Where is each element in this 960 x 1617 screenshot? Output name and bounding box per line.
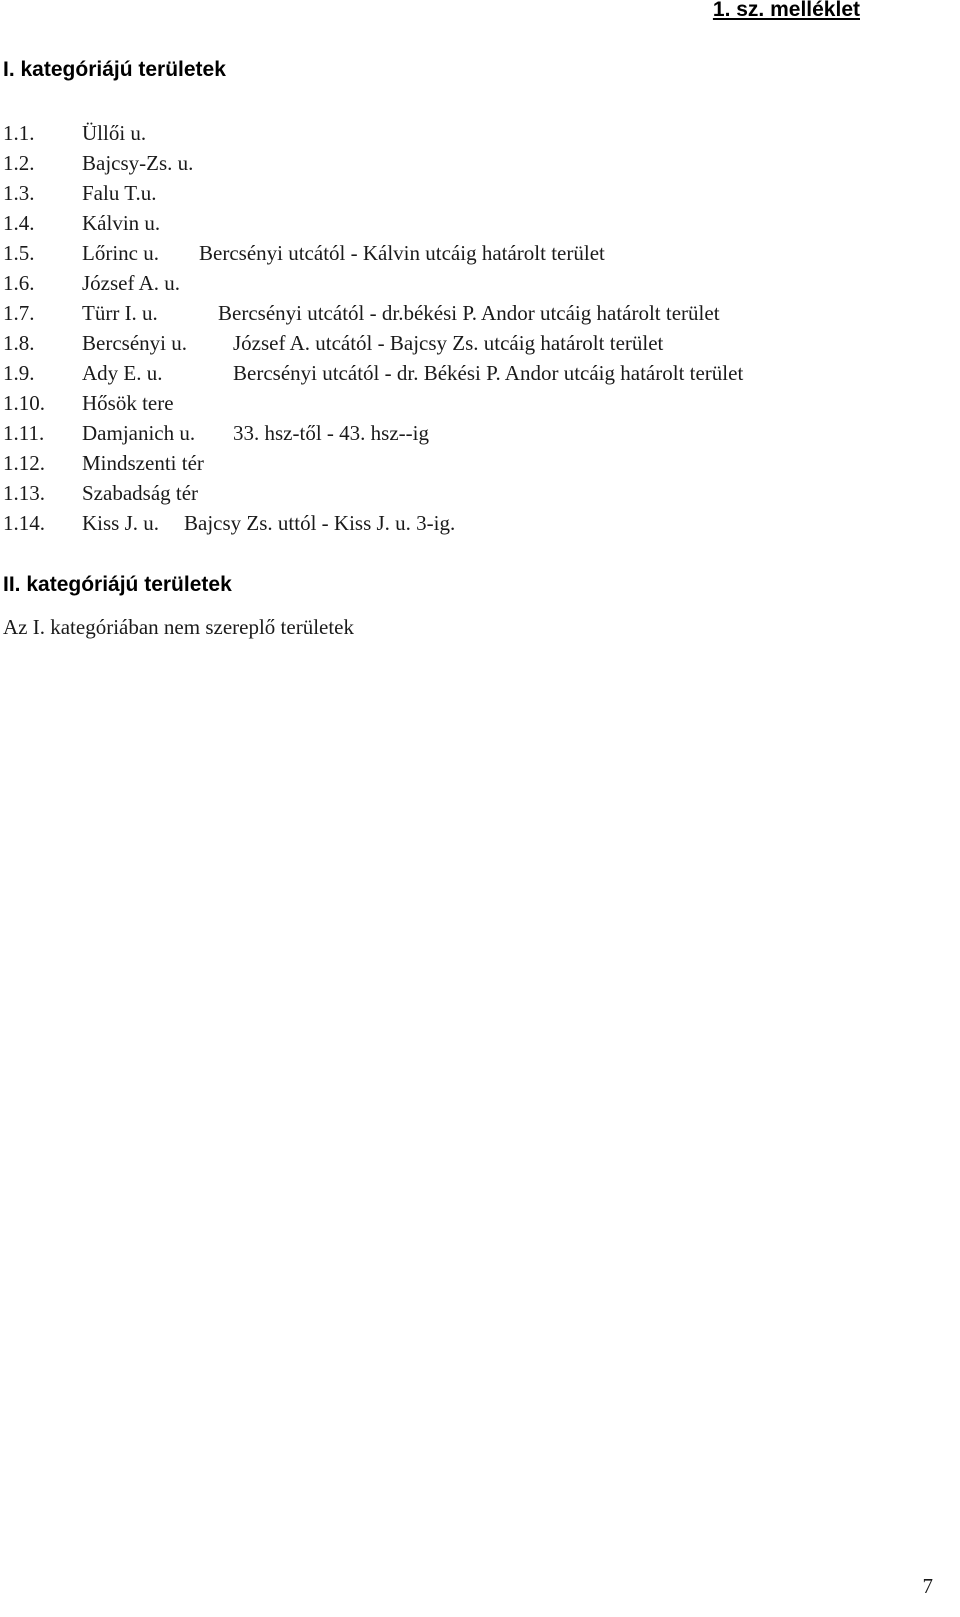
item-street: Damjanich u. (82, 421, 196, 445)
item-street: Hősök tere (82, 391, 174, 415)
category-2-heading: II. kategóriájú területek (3, 573, 232, 596)
item-number: 1.9. (3, 361, 35, 385)
annex-label: 1. sz. melléklet (712, 0, 860, 21)
item-number: 1.7. (3, 301, 35, 325)
item-extent: Bercsényi utcától - Kálvin utcáig határolt terület (199, 241, 605, 265)
item-extent: Bercsényi utcától - dr.békési P. Andor utcáig határolt terület (218, 301, 720, 325)
item-street: Kiss J. u. (82, 511, 160, 535)
item-street: Üllői u. (82, 121, 147, 145)
item-street: Falu T.u. (82, 181, 157, 205)
item-number: 1.13. (3, 481, 45, 505)
item-number: 1.2. (3, 151, 35, 175)
item-number: 1.10. (3, 391, 45, 415)
item-number: 1.12. (3, 451, 45, 475)
category-1-heading: I. kategóriájú területek (3, 58, 226, 81)
item-number: 1.5. (3, 241, 35, 265)
item-number: 1.6. (3, 271, 35, 295)
item-street: Szabadság tér (82, 481, 199, 505)
item-street: Ady E. u. (82, 361, 163, 385)
item-number: 1.4. (3, 211, 35, 235)
item-extent: 33. hsz-től - 43. hsz--ig (233, 421, 429, 445)
item-street: Türr I. u. (82, 301, 158, 325)
item-street: Kálvin u. (82, 211, 161, 235)
item-street: Bajcsy-Zs. u. (82, 151, 194, 175)
item-number: 1.8. (3, 331, 35, 355)
item-street: Mindszenti tér (82, 451, 204, 475)
item-street: Lőrinc u. (82, 241, 159, 265)
item-number: 1.1. (3, 121, 35, 145)
item-street: Bercsényi u. (82, 331, 187, 355)
item-number: 1.14. (3, 511, 45, 535)
item-street: József A. u. (82, 271, 180, 295)
item-number: 1.3. (3, 181, 35, 205)
category-2-description: Az I. kategóriában nem szereplő területek (3, 615, 355, 639)
item-extent: József A. utcától - Bajcsy Zs. utcáig határolt terület (233, 331, 664, 355)
page-number: 7 (922, 1574, 933, 1598)
item-extent: Bajcsy Zs. uttól - Kiss J. u. 3-ig. (184, 511, 456, 535)
item-extent: Bercsényi utcától - dr. Békési P. Andor utcáig határolt terület (233, 361, 744, 385)
item-number: 1.11. (3, 421, 45, 445)
